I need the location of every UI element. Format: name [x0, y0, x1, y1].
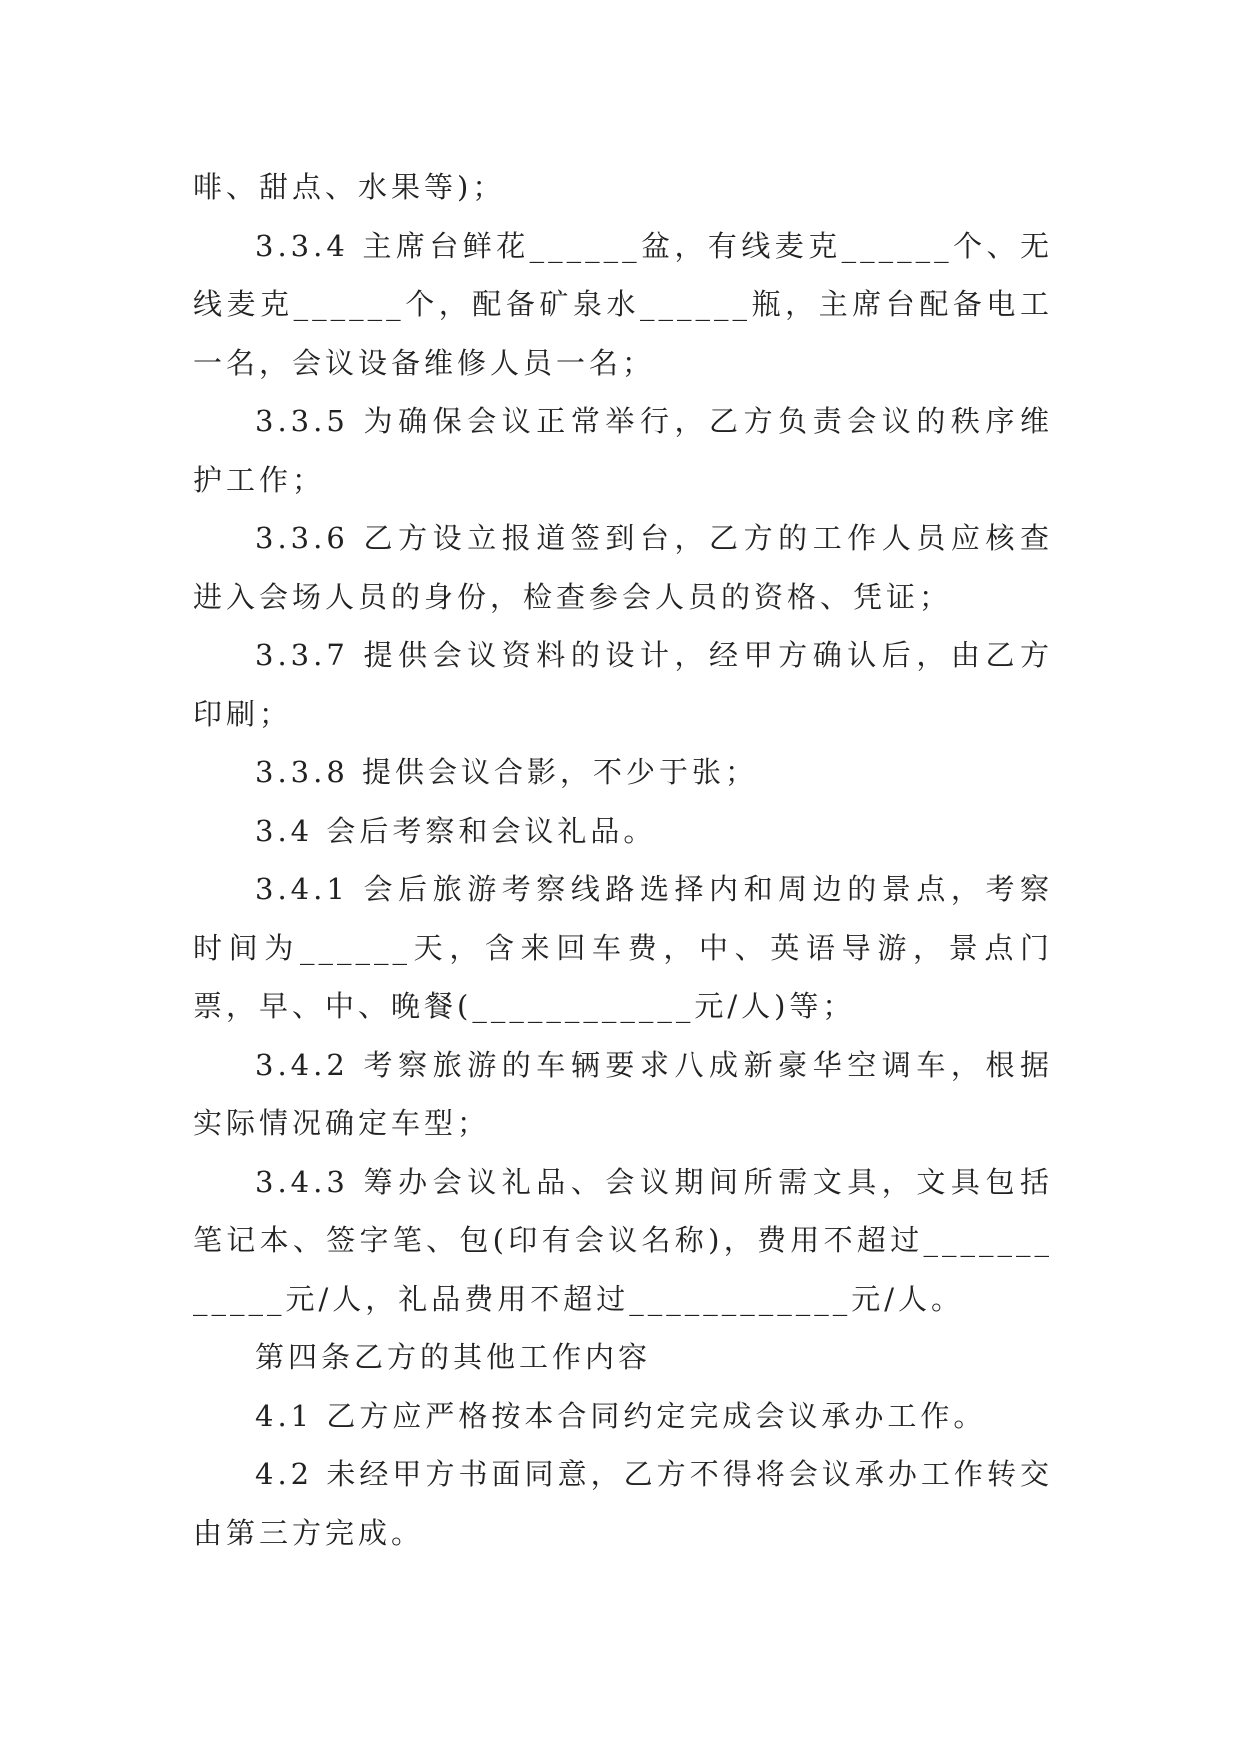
paragraph-3-4-2: 3.4.2 考察旅游的车辆要求八成新豪华空调车，根据实际情况确定车型；	[193, 1047, 1053, 1140]
section-3-4-heading: 3.4 会后考察和会议礼品。	[255, 813, 657, 848]
paragraph-continuation: 啡、甜点、水果等)；	[193, 170, 506, 204]
paragraph-3-4-1: 3.4.1 会后旅游考察线路选择内和周边的景点，考察时间为______天，含来回车费，中、英语导游，景点门票，早、中、晚餐(____________元/人)等；	[193, 872, 1053, 1023]
paragraph-3-3-4: 3.3.4 主席台鲜花______盆，有线麦克______个、无线麦克______个，配备矿泉水______瓶，主席台配备电工一名，会议设备维修人员一名；	[193, 228, 1053, 380]
paragraph-3-4-3: 3.4.3 筹办会议礼品、会议期间所需文具，文具包括笔记本、签字笔、包(印有会议名称)，费用不超过____________元/人，礼品费用不超过____________元/人。	[193, 1164, 1053, 1316]
document-body	[193, 158, 1053, 1562]
paragraph-3-3-6: 3.3.6 乙方设立报道签到台，乙方的工作人员应核查进入会场人员的身份，检查参会人员的资格、凭证；	[193, 521, 1053, 614]
article-4-heading: 第四条乙方的其他工作内容	[255, 1340, 652, 1374]
paragraph-3-3-7: 3.3.7 提供会议资料的设计，经甲方确认后，由乙方印刷；	[193, 638, 1053, 731]
paragraph-4-1: 4.1 乙方应严格按本合同约定完成会议承办工作。	[255, 1398, 987, 1433]
paragraph-3-3-5: 3.3.5 为确保会议正常举行，乙方负责会议的秩序维护工作；	[193, 404, 1053, 497]
paragraph-3-3-8: 3.3.8 提供会议合影，不少于张；	[255, 755, 759, 789]
paragraph-4-2: 4.2 未经甲方书面同意，乙方不得将会议承办工作转交由第三方完成。	[193, 1457, 1053, 1550]
